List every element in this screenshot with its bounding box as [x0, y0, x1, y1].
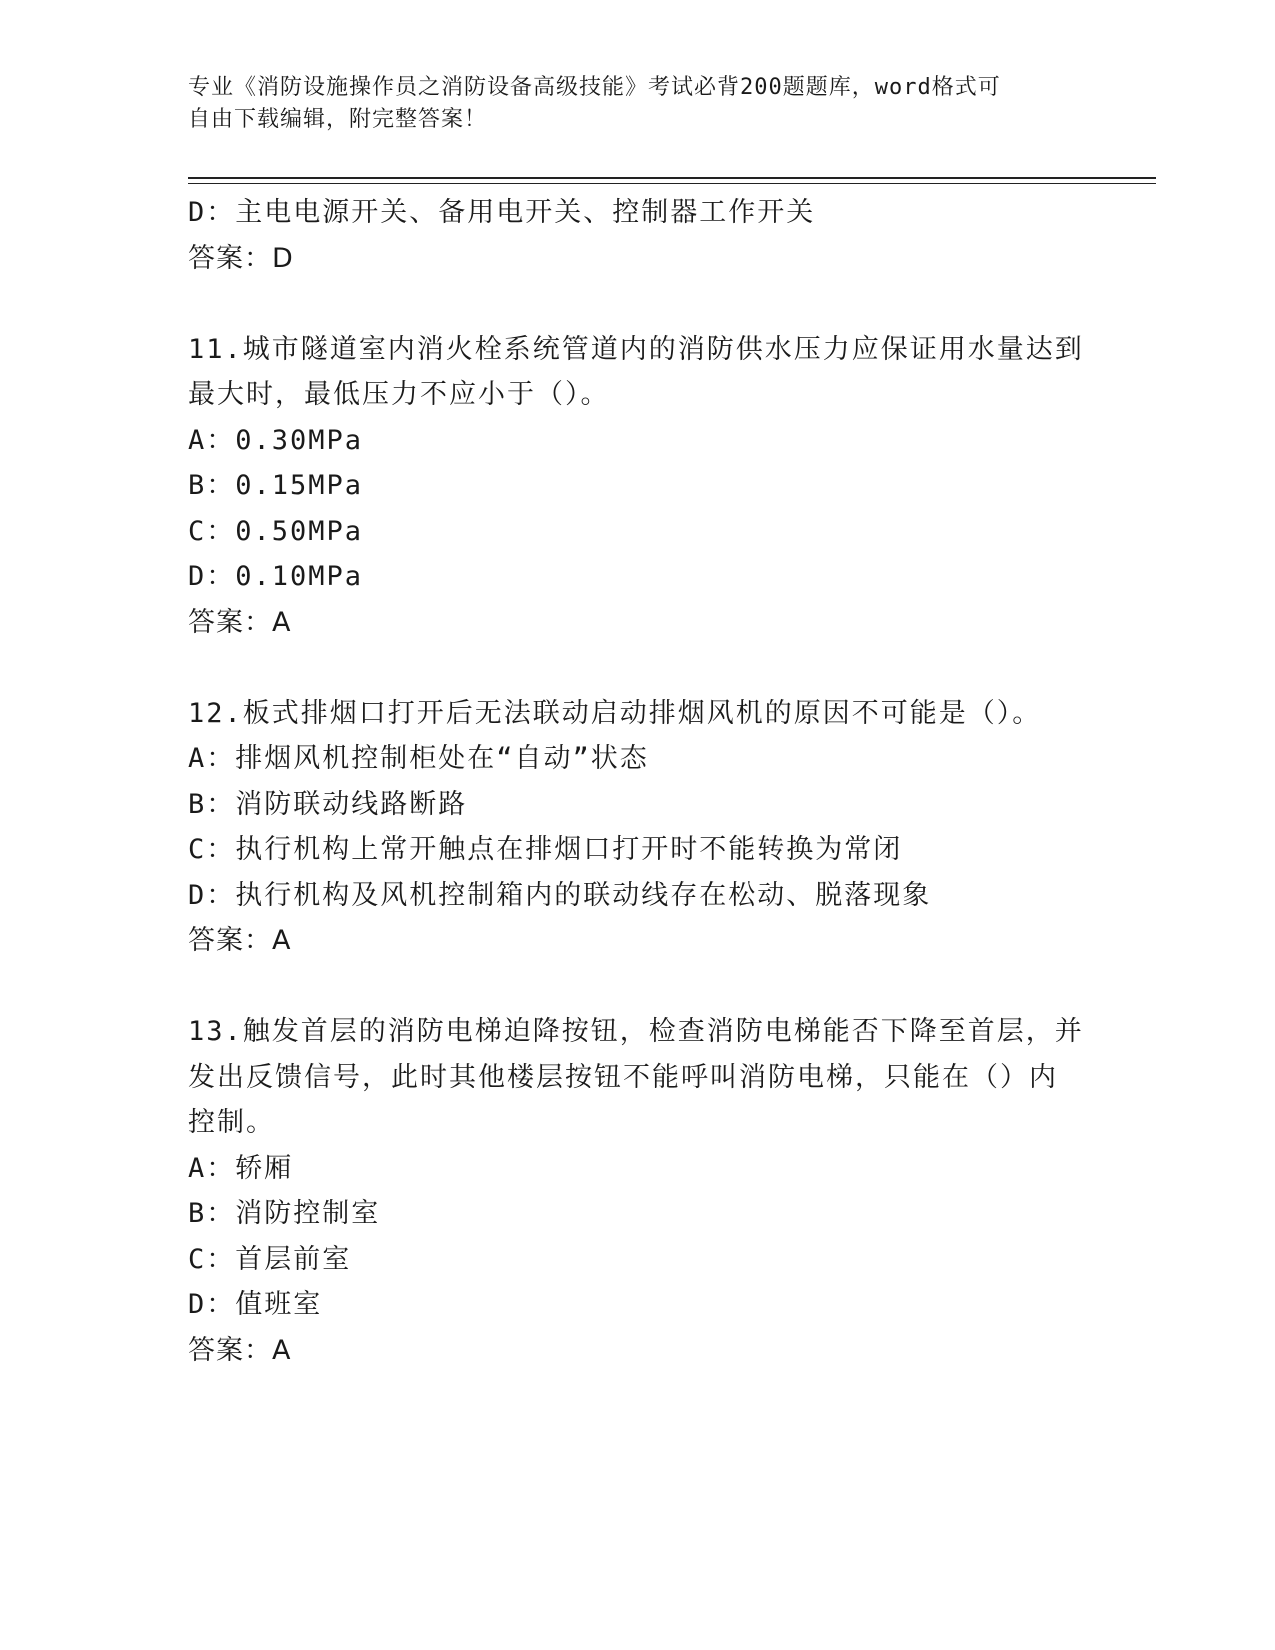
question-11	[188, 327, 1088, 646]
option-c: C：执行机构上常开触点在排烟口打开时不能转换为常闭	[188, 834, 903, 865]
option-d: D：0.10MPa	[188, 561, 364, 592]
spacer	[188, 645, 1088, 691]
answer: 答案：A	[188, 925, 292, 956]
question-12	[188, 691, 1088, 964]
option-b: B：0.15MPa	[188, 470, 364, 501]
question-list	[188, 190, 1088, 1373]
spacer	[188, 964, 1088, 1010]
question-stem: 12.板式排烟口打开后无法联动启动排烟风机的原因不可能是（）。	[188, 697, 1042, 729]
answer: 答案：A	[188, 1334, 292, 1366]
question-stem: 控制。	[188, 1107, 275, 1138]
question-stem: 13.触发首层的消防电梯迫降按钮，检查消防电梯能否下降至首层，并	[188, 1016, 1084, 1047]
option-a: A：轿厢	[188, 1152, 294, 1184]
header-divider-thin	[188, 183, 1156, 184]
header-line-1: 专业《消防设施操作员之消防设备高级技能》考试必背200题题库，word格式可	[188, 75, 1001, 100]
answer: 答案：D	[188, 242, 294, 274]
question-10-tail	[188, 190, 1088, 281]
document-header	[188, 72, 1088, 136]
option-d: D：值班室	[188, 1289, 323, 1320]
option-a: A：排烟风机控制柜处在“自动”状态	[188, 743, 649, 774]
option-d: D：主电电源开关、备用电开关、控制器工作开关	[188, 197, 816, 228]
option-c: C：首层前室	[188, 1243, 352, 1275]
header-line-2: 自由下载编辑，附完整答案！	[188, 107, 488, 132]
option-b: B：消防控制室	[188, 1198, 381, 1229]
question-13	[188, 1009, 1088, 1373]
answer: 答案：A	[188, 606, 292, 638]
option-d: D：执行机构及风机控制箱内的联动线存在松动、脱落现象	[188, 879, 932, 911]
question-stem: 发出反馈信号，此时其他楼层按钮不能呼叫消防电梯，只能在（）内	[188, 1061, 1058, 1093]
option-b: B：消防联动线路断路	[188, 788, 468, 820]
question-stem: 最大时，最低压力不应小于（）。	[188, 379, 610, 410]
spacer	[188, 281, 1088, 327]
option-c: C：0.50MPa	[188, 515, 364, 547]
option-a: A：0.30MPa	[188, 424, 364, 456]
header-divider-thick	[188, 177, 1156, 179]
question-stem: 11.城市隧道室内消火栓系统管道内的消防供水压力应保证用水量达到	[188, 333, 1084, 365]
